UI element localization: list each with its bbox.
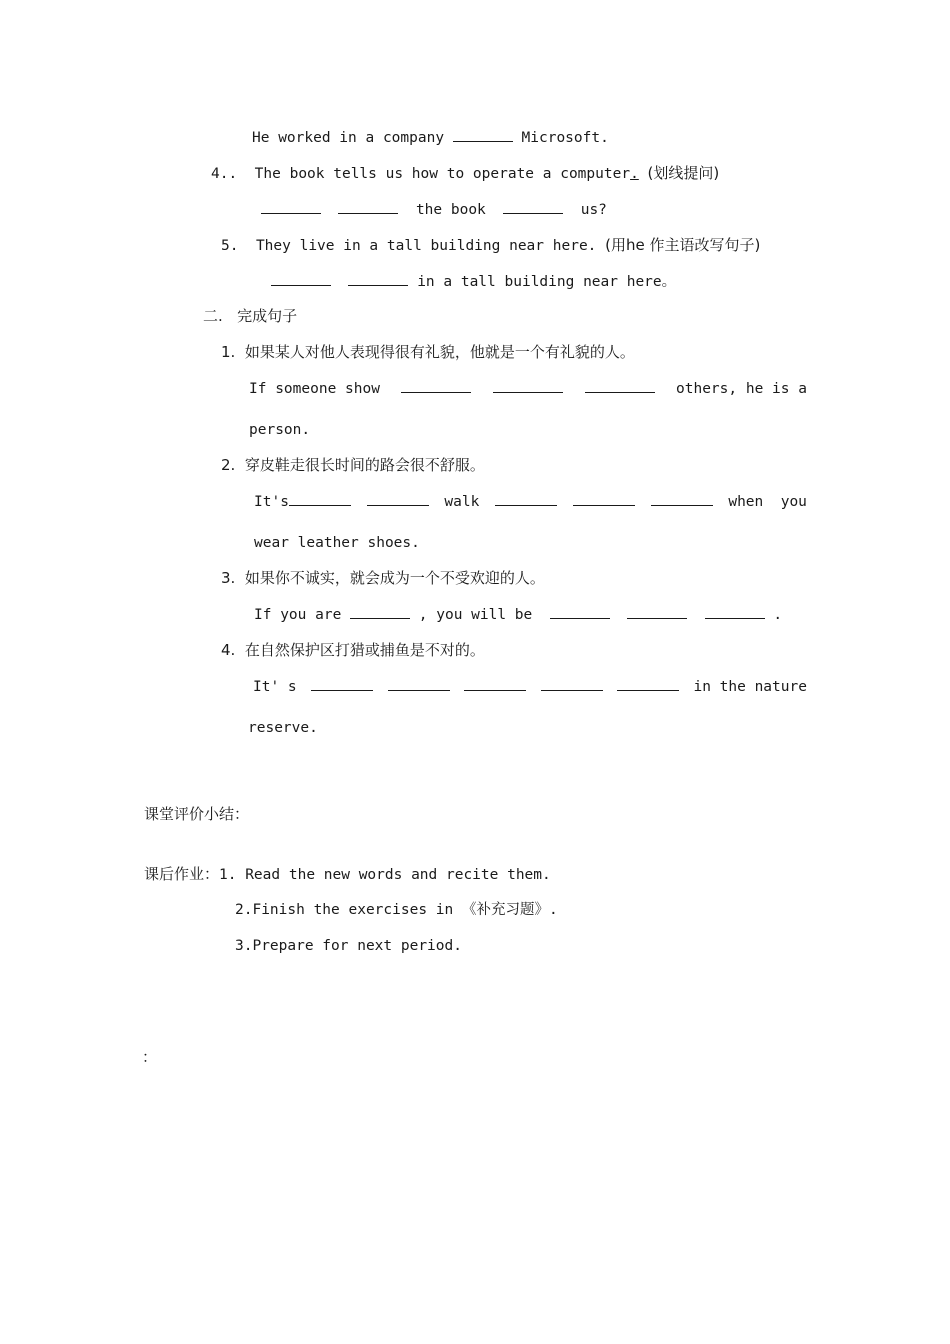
item3-prompt <box>221 568 545 588</box>
item-number: 2. <box>221 456 236 474</box>
section-heading <box>203 306 297 326</box>
q5-hint: (用he 作主语改写句子) <box>605 236 761 254</box>
section-title: 完成句子 <box>237 307 298 325</box>
answer-blank[interactable] <box>585 378 655 393</box>
item1-english-line <box>249 378 807 399</box>
q4-answer-tail: us? <box>580 202 607 218</box>
q3-tail: Microsoft. <box>521 130 609 146</box>
q5-answer-line <box>271 271 676 292</box>
homework-item: 2.Finish the exercises in 《补充习题》. <box>235 902 558 918</box>
class-evaluation-label: 课堂评价小结： <box>144 805 250 823</box>
item2-english-line <box>254 491 807 512</box>
item4-prompt <box>221 640 485 660</box>
answer-blank[interactable] <box>705 604 765 619</box>
answer-blank[interactable] <box>367 491 429 506</box>
answer-blank[interactable] <box>388 676 450 691</box>
item3-english-line <box>254 604 782 625</box>
answer-blank[interactable] <box>401 378 471 393</box>
q5-text: They live in a tall building near here. <box>255 238 597 254</box>
section-number: 二. <box>203 307 223 325</box>
q5-answer-text: in a tall building near here。 <box>417 274 677 290</box>
item-english-part: It' s <box>253 679 297 695</box>
answer-blank[interactable] <box>350 604 410 619</box>
item-english-group <box>254 491 351 512</box>
item-english-part: If you are <box>254 607 342 623</box>
item-chinese: 如果某人对他人表现得很有礼貌，他就是一个有礼貌的人。 <box>244 343 635 361</box>
answer-blank[interactable] <box>493 378 563 393</box>
stray-colon: ： <box>142 1048 158 1066</box>
q5-line <box>221 235 760 256</box>
answer-blank[interactable] <box>453 127 513 142</box>
item-number: 1. <box>221 343 236 361</box>
item-english-part: . <box>773 607 783 623</box>
item-english-part: If someone show <box>249 381 380 397</box>
item-number: 3. <box>221 569 236 587</box>
q4-line <box>211 163 719 184</box>
q4-number: 4.. <box>211 166 238 182</box>
item2-prompt <box>221 455 485 475</box>
q3-line <box>252 127 609 148</box>
answer-blank[interactable] <box>503 199 563 214</box>
answer-blank[interactable] <box>573 491 635 506</box>
q4-answer-text: the book <box>415 202 486 218</box>
item1-prompt <box>221 342 635 362</box>
answer-blank[interactable] <box>271 271 331 286</box>
item-number: 4. <box>221 641 236 659</box>
answer-blank[interactable] <box>338 199 398 214</box>
item-english-part: It's <box>254 494 289 510</box>
answer-blank[interactable] <box>550 604 610 619</box>
q5-number: 5. <box>221 238 239 254</box>
item-english-part: in the nature <box>693 679 807 695</box>
homework-line-1 <box>144 864 551 885</box>
item-chinese: 在自然保护区打猎或捕鱼是不对的。 <box>244 641 485 659</box>
q4-underlined-mark: . <box>630 166 639 182</box>
item1-english-cont: person. <box>249 422 311 438</box>
item-english-part: , you will be <box>418 607 533 623</box>
item-chinese: 如果你不诚实，就会成为一个不受欢迎的人。 <box>244 569 545 587</box>
item4-english-cont: reserve. <box>248 720 318 736</box>
item-chinese: 穿皮鞋走很长时间的路会很不舒服。 <box>244 456 485 474</box>
answer-blank[interactable] <box>495 491 557 506</box>
answer-blank[interactable] <box>617 676 679 691</box>
answer-blank[interactable] <box>311 676 373 691</box>
homework-item: 3.Prepare for next period. <box>235 938 462 954</box>
answer-blank[interactable] <box>627 604 687 619</box>
answer-blank[interactable] <box>464 676 526 691</box>
answer-blank[interactable] <box>261 199 321 214</box>
item2-english-cont: wear leather shoes. <box>254 535 420 551</box>
homework-label: 课后作业： <box>144 865 220 883</box>
answer-blank[interactable] <box>541 676 603 691</box>
item-english-part: when you <box>728 494 807 510</box>
q3-text: He worked in a company <box>252 130 445 146</box>
item-english-part: others, he is a <box>676 381 807 397</box>
q4-answer-line <box>261 199 607 220</box>
item-english-part: walk <box>444 494 480 510</box>
answer-blank[interactable] <box>651 491 713 506</box>
q4-hint: (划线提问) <box>647 164 720 182</box>
homework-item: 1. Read the new words and recite them. <box>219 867 551 883</box>
item4-english-line <box>253 676 807 697</box>
q4-text: The book tells us how to operate a computer <box>254 166 631 182</box>
answer-blank[interactable] <box>348 271 408 286</box>
answer-blank[interactable] <box>289 491 351 506</box>
